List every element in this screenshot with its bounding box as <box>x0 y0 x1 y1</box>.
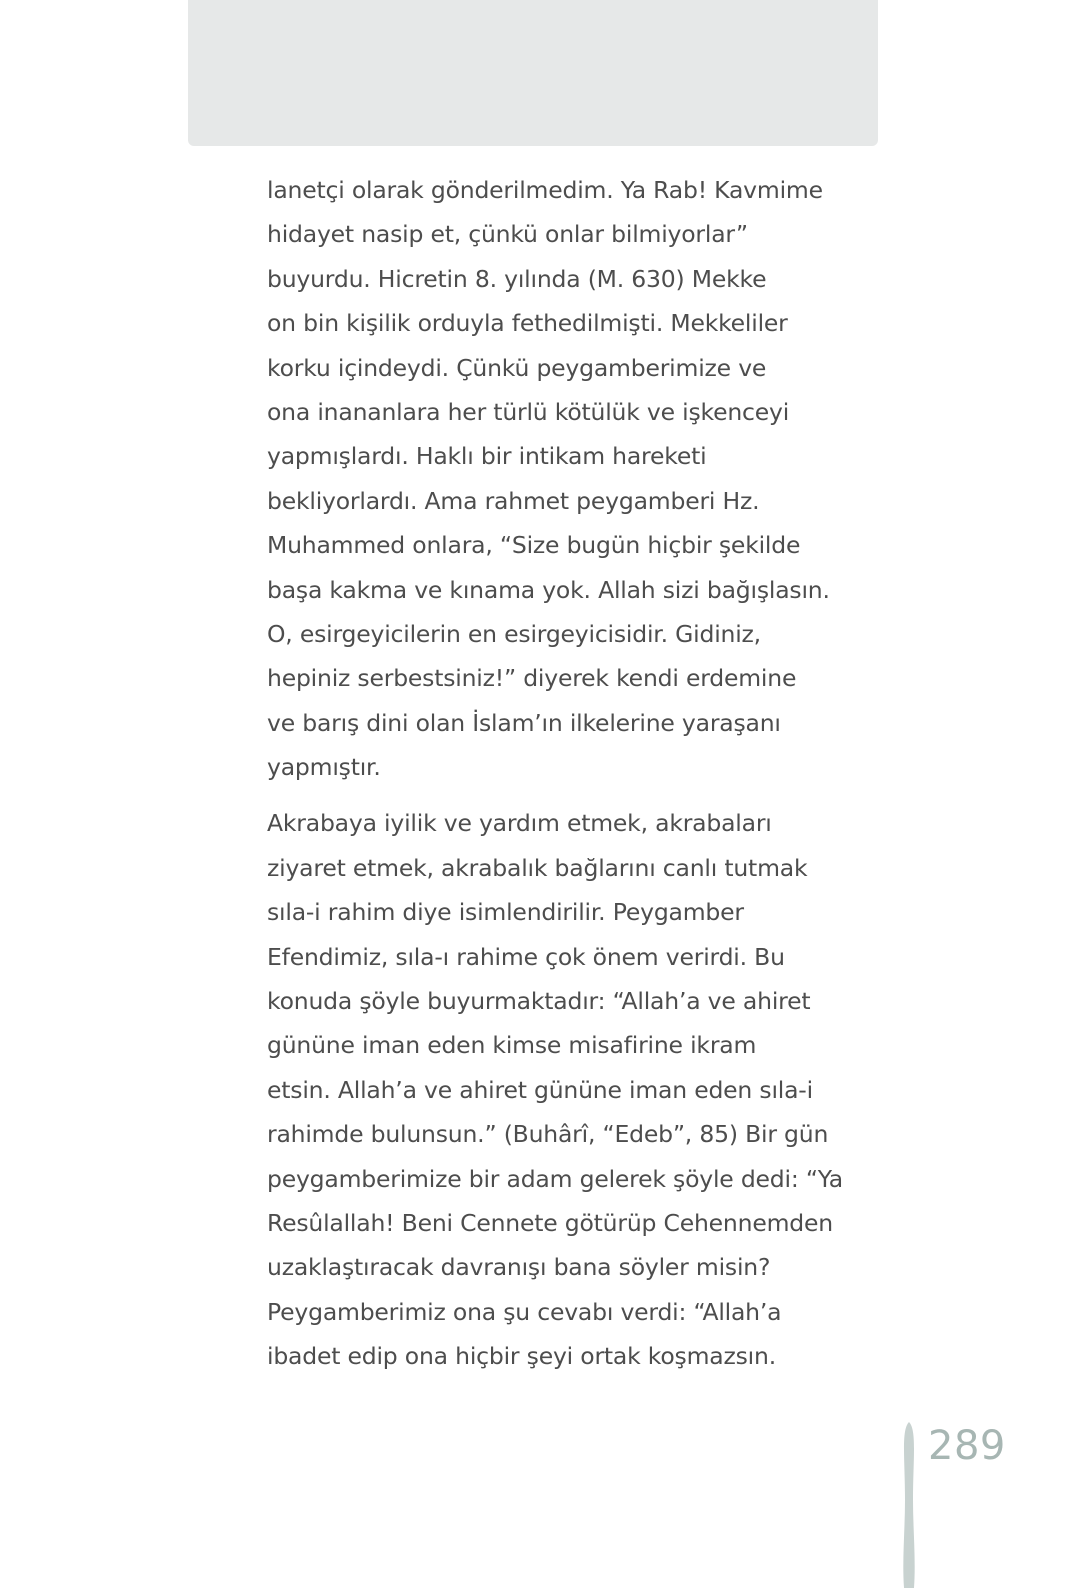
text-line: uzaklaştıracak davranışı bana söyler misin? <box>267 1253 771 1282</box>
text-line: bekliyorlardı. Ama rahmet peygamberi Hz. <box>267 486 760 515</box>
paragraph-2 <box>267 801 843 1378</box>
text-line: lanetçi olarak gönderilmedim. Ya Rab! Kavmime <box>267 176 823 204</box>
text-line: Efendimiz, sıla-ı rahime çok önem verirdi. Bu <box>267 942 785 971</box>
text-line: yapmışlardı. Haklı bir intikam hareketi <box>267 442 707 471</box>
text-line: başa kakma ve kınama yok. Allah sizi bağışlasın. <box>267 575 830 604</box>
text-line: konuda şöyle buyurmaktadır: “Allah’a ve ahiret <box>267 987 811 1016</box>
page-marker-ornament <box>897 1420 921 1588</box>
text-line: ziyaret etmek, akrabalık bağlarını canlı tutmak <box>267 853 808 882</box>
text-line: korku içindeydi. Çünkü peygamberimize ve <box>267 353 767 382</box>
text-line: sıla-i rahim diye isimlendirilir. Peygamber <box>267 898 744 927</box>
text-line: O, esirgeyicilerin en esirgeyicisidir. Gidiniz, <box>267 619 761 648</box>
page-number: 289 <box>928 1423 1006 1469</box>
paragraph-1 <box>267 168 830 789</box>
text-line: ve barış dini olan İslam’ın ilkelerine yaraşanı <box>267 708 781 737</box>
text-line: hidayet nasip et, çünkü onlar bilmiyorlar” <box>267 220 748 249</box>
text-line: gününe iman eden kimse misafirine ikram <box>267 1031 757 1060</box>
text-line: Akrabaya iyilik ve yardım etmek, akrabaları <box>267 809 772 838</box>
text-line: Resûlallah! Beni Cennete götürüp Cehennemden <box>267 1208 833 1237</box>
text-line: hepiniz serbestsiniz!” diyerek kendi erdemine <box>267 664 797 693</box>
header-band <box>188 0 878 146</box>
text-line: buyurdu. Hicretin 8. yılında (M. 630) Mekke <box>267 264 767 293</box>
text-line: etsin. Allah’a ve ahiret gününe iman eden sıla-i <box>267 1075 813 1104</box>
text-line: on bin kişilik orduyla fethedilmişti. Mekkeliler <box>267 309 788 338</box>
text-line: ibadet edip ona hiçbir şeyi ortak koşmazsın. <box>267 1342 776 1371</box>
text-line: rahimde bulunsun.” (Buhârî, “Edeb”, 85) Bir gün <box>267 1120 829 1149</box>
text-line: ona inananlara her türlü kötülük ve işkenceyi <box>267 397 790 426</box>
text-line: Peygamberimiz ona şu cevabı verdi: “Allah’a <box>267 1297 782 1326</box>
text-line: peygamberimize bir adam gelerek şöyle dedi: “Ya <box>267 1164 843 1193</box>
text-line: yapmıştır. <box>267 753 381 782</box>
body-text <box>267 168 843 1379</box>
text-line: Muhammed onlara, “Size bugün hiçbir şekilde <box>267 531 801 560</box>
